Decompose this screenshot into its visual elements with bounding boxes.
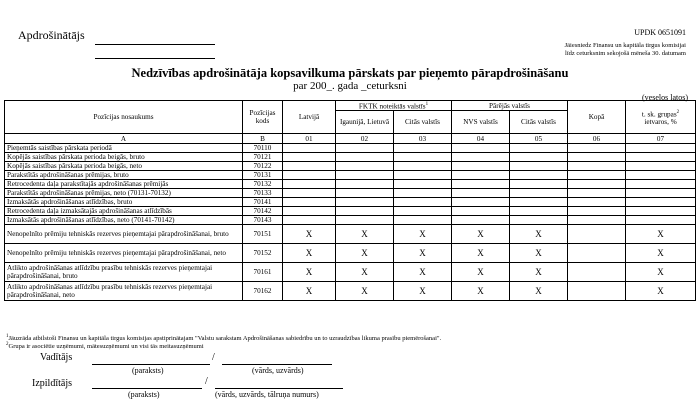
value-cell[interactable] xyxy=(626,207,696,216)
not-applicable-mark: X xyxy=(626,263,696,282)
value-cell[interactable] xyxy=(283,144,336,153)
table-row xyxy=(5,171,696,180)
item-name: Nenopelnīto prēmiju tehniskās rezerves pieņemtajai pārapdrošināšanai, bruto xyxy=(5,225,243,244)
value-cell[interactable] xyxy=(336,189,394,198)
value-cell[interactable] xyxy=(452,171,510,180)
value-cell[interactable] xyxy=(510,216,568,225)
item-name: Izmaksātās apdrošināšanas atlīdzības, bruto xyxy=(5,198,243,207)
value-cell[interactable] xyxy=(283,162,336,171)
not-applicable-mark: X xyxy=(336,282,394,301)
value-cell[interactable] xyxy=(626,162,696,171)
value-cell[interactable] xyxy=(336,207,394,216)
value-cell[interactable] xyxy=(394,144,452,153)
value-cell[interactable] xyxy=(568,216,626,225)
value-cell[interactable] xyxy=(336,216,394,225)
header-fktk-label: FKTK noteiktās valstīs xyxy=(358,102,426,111)
not-applicable-mark: X xyxy=(394,244,452,263)
value-cell[interactable] xyxy=(626,180,696,189)
footnote-1 xyxy=(6,334,696,342)
value-cell[interactable] xyxy=(394,207,452,216)
item-name: Retrocedenta daļa izmaksātajās apdrošināšanas atlīdzībās xyxy=(5,207,243,216)
value-cell[interactable] xyxy=(568,144,626,153)
submission-note-line-2: līdz ceturksnim sekojošā mēneša 30. datumam xyxy=(565,50,686,57)
table-row xyxy=(5,263,696,282)
column-index: A xyxy=(5,134,243,144)
value-cell[interactable] xyxy=(283,180,336,189)
value-cell[interactable] xyxy=(568,198,626,207)
preparer-name-line[interactable] xyxy=(215,388,343,389)
value-cell[interactable] xyxy=(283,189,336,198)
value-cell[interactable] xyxy=(568,171,626,180)
table-row xyxy=(5,180,696,189)
value-cell[interactable] xyxy=(283,171,336,180)
value-cell[interactable] xyxy=(568,189,626,198)
head-slash: / xyxy=(212,352,215,363)
not-applicable-mark: X xyxy=(510,263,568,282)
value-cell[interactable] xyxy=(336,198,394,207)
value-cell[interactable] xyxy=(336,144,394,153)
item-code: 70162 xyxy=(243,282,283,301)
header-group-post: ietvaros, % xyxy=(644,117,677,126)
value-cell[interactable] xyxy=(452,144,510,153)
report-table xyxy=(4,100,696,301)
preparer-name-caption: (vārds, uzvārds, tālruņa numurs) xyxy=(215,390,319,399)
item-name: Parakstītās apdrošināšanas prēmijas, neto (70131-70132) xyxy=(5,189,243,198)
table-row xyxy=(5,162,696,171)
table-row xyxy=(5,244,696,263)
header-group-percent xyxy=(626,101,696,134)
preparer-slash: / xyxy=(205,376,208,387)
value-cell[interactable] xyxy=(510,144,568,153)
value-cell[interactable] xyxy=(568,153,626,162)
value-cell[interactable] xyxy=(452,153,510,162)
value-cell[interactable] xyxy=(510,162,568,171)
value-cell[interactable] xyxy=(626,189,696,198)
item-name: Nenopelnīto prēmiju tehniskās rezerves pieņemtajai pārapdrošināšanai, neto xyxy=(5,244,243,263)
column-index: B xyxy=(243,134,283,144)
value-cell[interactable] xyxy=(452,189,510,198)
not-applicable-mark: X xyxy=(394,282,452,301)
currency-note: (veselos latos) xyxy=(642,93,688,102)
column-index: 05 xyxy=(510,134,568,144)
value-cell[interactable] xyxy=(510,171,568,180)
table-row xyxy=(5,189,696,198)
submission-note-line-1: Jāiesniedz Finansu un kapitāla tirgus komisijai xyxy=(564,42,686,49)
header-other-countries: Pārējās valstīs xyxy=(452,101,568,111)
header-other: Citās valstīs xyxy=(510,111,568,134)
item-code: 70143 xyxy=(243,216,283,225)
item-name: Retrocedenta daļa parakstītajās apdrošināšanas prēmijās xyxy=(5,180,243,189)
header-item-name: Pozīcijas nosaukums xyxy=(5,101,243,134)
table-row xyxy=(5,282,696,301)
insurer-name-line-2[interactable] xyxy=(95,58,215,59)
not-applicable-mark: X xyxy=(283,282,336,301)
value-cell[interactable] xyxy=(510,180,568,189)
head-signature-line[interactable] xyxy=(92,364,210,365)
not-applicable-mark: X xyxy=(336,244,394,263)
value-cell[interactable] xyxy=(510,198,568,207)
item-code: 70131 xyxy=(243,171,283,180)
value-cell[interactable] xyxy=(336,171,394,180)
item-name: Kopējās saistības pārskata perioda beigās, neto xyxy=(5,162,243,171)
column-index: 06 xyxy=(568,134,626,144)
item-code: 70141 xyxy=(243,198,283,207)
header-group-pre: t. sk. grupas xyxy=(641,109,677,118)
footnote-ref-2: 2 xyxy=(676,109,680,115)
not-applicable-mark: X xyxy=(336,263,394,282)
value-cell[interactable] xyxy=(510,189,568,198)
column-index: 07 xyxy=(626,134,696,144)
not-applicable-mark: X xyxy=(626,244,696,263)
value-cell[interactable] xyxy=(283,198,336,207)
not-applicable-mark: X xyxy=(626,282,696,301)
item-name: Izmaksātās apdrošināšanas atlīdzības, neto (70141-70142) xyxy=(5,216,243,225)
table-row xyxy=(5,216,696,225)
not-applicable-mark: X xyxy=(452,225,510,244)
value-cell[interactable] xyxy=(283,153,336,162)
column-index: 01 xyxy=(283,134,336,144)
item-code: 70161 xyxy=(243,263,283,282)
not-applicable-mark: X xyxy=(283,263,336,282)
value-cell[interactable] xyxy=(568,225,626,244)
value-cell[interactable] xyxy=(568,282,626,301)
head-label: Vadītājs xyxy=(40,352,73,363)
value-cell[interactable] xyxy=(626,171,696,180)
table-row xyxy=(5,153,696,162)
value-cell[interactable] xyxy=(626,144,696,153)
submission-note xyxy=(565,42,686,58)
column-index: 02 xyxy=(336,134,394,144)
value-cell[interactable] xyxy=(452,198,510,207)
value-cell[interactable] xyxy=(452,180,510,189)
value-cell[interactable] xyxy=(626,198,696,207)
table-row xyxy=(5,207,696,216)
head-name-line[interactable] xyxy=(222,364,332,365)
column-index: 04 xyxy=(452,134,510,144)
item-code: 70133 xyxy=(243,189,283,198)
not-applicable-mark: X xyxy=(452,282,510,301)
head-name-caption: (vārds, uzvārds) xyxy=(252,366,304,375)
value-cell[interactable] xyxy=(283,207,336,216)
preparer-signature-line[interactable] xyxy=(92,388,202,389)
item-code: 70142 xyxy=(243,207,283,216)
item-name: Kopējās saistības pārskata perioda beigās, bruto xyxy=(5,153,243,162)
not-applicable-mark: X xyxy=(283,225,336,244)
value-cell[interactable] xyxy=(626,216,696,225)
value-cell[interactable] xyxy=(568,263,626,282)
item-code: 70122 xyxy=(243,162,283,171)
value-cell[interactable] xyxy=(283,216,336,225)
not-applicable-mark: X xyxy=(510,244,568,263)
value-cell[interactable] xyxy=(394,216,452,225)
value-cell[interactable] xyxy=(394,180,452,189)
value-cell[interactable] xyxy=(452,216,510,225)
table-row xyxy=(5,225,696,244)
preparer-label: Izpildītājs xyxy=(32,378,72,389)
value-cell[interactable] xyxy=(336,162,394,171)
item-name: Pieņemtās saistības pārskata periodā xyxy=(5,144,243,153)
value-cell[interactable] xyxy=(336,153,394,162)
not-applicable-mark: X xyxy=(452,263,510,282)
not-applicable-mark: X xyxy=(394,225,452,244)
value-cell[interactable] xyxy=(336,180,394,189)
report-period: par 200_. gada _ceturksni xyxy=(293,80,407,92)
header-estonia-lithuania: Igaunijā, Lietuvā xyxy=(336,111,394,134)
value-cell[interactable] xyxy=(394,153,452,162)
item-code: 70151 xyxy=(243,225,283,244)
header-other-fktk: Citās valstīs xyxy=(394,111,452,134)
value-cell[interactable] xyxy=(394,189,452,198)
not-applicable-mark: X xyxy=(452,244,510,263)
value-cell[interactable] xyxy=(568,162,626,171)
header-item-code: Pozīcijas kods xyxy=(243,101,283,134)
not-applicable-mark: X xyxy=(394,263,452,282)
value-cell[interactable] xyxy=(452,162,510,171)
value-cell[interactable] xyxy=(568,180,626,189)
form-code: UPDK 0651091 xyxy=(634,28,686,37)
footnote-2 xyxy=(6,342,696,350)
footnote-ref-1: 1 xyxy=(425,102,429,107)
column-index: 03 xyxy=(394,134,452,144)
header-fktk-countries xyxy=(336,101,452,111)
item-code: 70152 xyxy=(243,244,283,263)
item-name: Atlikto apdrošināšanas atlīdzību prasību tehniskās rezerves pieņemtajai pārapdrošināšanai, bruto xyxy=(5,263,243,282)
table-row xyxy=(5,198,696,207)
column-index-row xyxy=(5,134,696,144)
value-cell[interactable] xyxy=(452,207,510,216)
value-cell[interactable] xyxy=(510,153,568,162)
footnote-1-mark: 1 xyxy=(6,334,9,339)
header-total: Kopā xyxy=(568,101,626,134)
not-applicable-mark: X xyxy=(510,225,568,244)
item-code: 70132 xyxy=(243,180,283,189)
not-applicable-mark: X xyxy=(510,282,568,301)
footnote-2-text: Grupa ir asociētie uzņēmumi, mātesuzņēmumi un visi tās meitasuzņēmumi xyxy=(8,343,204,351)
footnote-2-mark: 2 xyxy=(6,342,9,347)
value-cell[interactable] xyxy=(626,153,696,162)
footnote-1-text: Jāuzrāda atbilstoši Finansu un kapitāla tirgus komisijas apstiprinātajam "Valstu sarakstam Apdrošināšanas sabiedrību un to uzraudzības likuma prasību piemērošanai". xyxy=(8,335,442,343)
item-name: Atlikto apdrošināšanas atlīdzību prasību tehniskās rezerves pieņemtajai pārapdrošināšanai, neto xyxy=(5,282,243,301)
preparer-sign-caption: (paraksts) xyxy=(128,390,160,399)
not-applicable-mark: X xyxy=(626,225,696,244)
not-applicable-mark: X xyxy=(336,225,394,244)
table-row xyxy=(5,144,696,153)
not-applicable-mark: X xyxy=(283,244,336,263)
insurer-label: Apdrošinātājs xyxy=(18,28,85,42)
value-cell[interactable] xyxy=(568,207,626,216)
report-title: Nedzīvības apdrošinātāja kopsavilkuma pārskats par pieņemto pārapdrošināšanu xyxy=(131,66,569,80)
header-cis: NVS valstīs xyxy=(452,111,510,134)
value-cell[interactable] xyxy=(394,198,452,207)
item-code: 70121 xyxy=(243,153,283,162)
value-cell[interactable] xyxy=(510,207,568,216)
value-cell[interactable] xyxy=(568,244,626,263)
header-latvia: Latvijā xyxy=(283,101,336,134)
item-code: 70110 xyxy=(243,144,283,153)
value-cell[interactable] xyxy=(394,162,452,171)
insurer-name-line[interactable] xyxy=(95,44,215,45)
value-cell[interactable] xyxy=(394,171,452,180)
head-sign-caption: (paraksts) xyxy=(132,366,164,375)
item-name: Parakstītās apdrošināšanas prēmijas, bruto xyxy=(5,171,243,180)
